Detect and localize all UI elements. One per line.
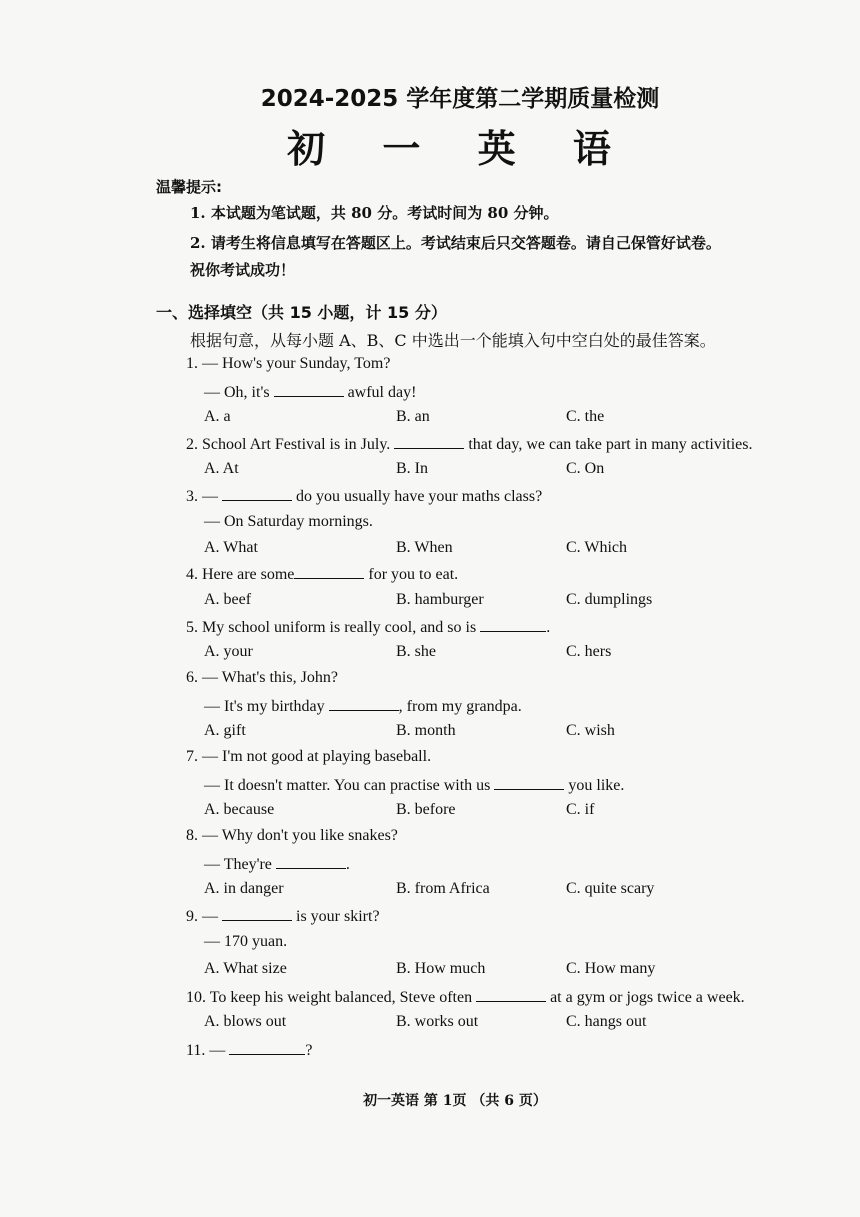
option-c: C. wish [566, 722, 615, 739]
section-instruction: 根据句意，从每小题 A、B、C 中选出一个能填入句中空白处的最佳答案。 [190, 331, 716, 350]
option-b: B. How much [396, 960, 486, 977]
question-6: 6. — What's this, John? [186, 669, 338, 686]
section-heading: 一、选择填空（共 15 小题，计 15 分） [156, 303, 447, 322]
option-c: C. How many [566, 960, 656, 977]
question-5: 5. My school uniform is really cool, and so is . [186, 619, 551, 636]
option-b: B. she [396, 643, 436, 660]
answer-blank[interactable] [394, 434, 464, 449]
tip-line-2: 2. 请考生将信息填写在答题区上。考试结束后只交答题卷。请自己保管好试卷。 [190, 234, 721, 252]
question-1: 1. — How's your Sunday, Tom? [186, 355, 391, 372]
option-a: A. gift [204, 722, 246, 739]
option-a: A. beef [204, 591, 252, 608]
answer-blank[interactable] [222, 486, 292, 501]
answer-blank[interactable] [274, 382, 344, 397]
option-c: C. quite scary [566, 880, 655, 897]
question-7-line-2: — It doesn't matter. You can practise with us you like. [204, 777, 625, 794]
answer-blank[interactable] [222, 906, 292, 921]
question-3-line-2: — On Saturday mornings. [204, 513, 373, 530]
option-b: B. In [396, 460, 428, 477]
option-c: C. hangs out [566, 1013, 647, 1030]
answer-blank[interactable] [494, 775, 564, 790]
option-c: C. dumplings [566, 591, 653, 608]
answer-blank[interactable] [476, 987, 546, 1002]
tips-heading: 温馨提示: [156, 178, 222, 196]
option-a: A. At [204, 460, 239, 477]
tip-line-1: 1. 本试题为笔试题，共 80 分。考试时间为 80 分钟。 [190, 204, 559, 222]
option-b: B. an [396, 408, 430, 425]
option-a: A. a [204, 408, 231, 425]
question-8: 8. — Why don't you like snakes? [186, 827, 398, 844]
option-c: C. if [566, 801, 595, 818]
answer-blank[interactable] [294, 564, 364, 579]
option-b: B. before [396, 801, 456, 818]
option-b: B. from Africa [396, 880, 490, 897]
option-b: B. When [396, 539, 453, 556]
option-a: A. What size [204, 960, 287, 977]
question-9: 9. — is your skirt? [186, 908, 380, 925]
subject-title: 初 一 英 语 [287, 127, 633, 171]
option-b: B. works out [396, 1013, 479, 1030]
question-2: 2. School Art Festival is in July. that day, we can take part in many activities. [186, 436, 753, 453]
question-3: 3. — do you usually have your maths class? [186, 488, 543, 505]
question-6-line-2: — It's my birthday , from my grandpa. [204, 698, 522, 715]
option-a: A. What [204, 539, 258, 556]
option-b: B. month [396, 722, 456, 739]
option-c: C. hers [566, 643, 612, 660]
question-7: 7. — I'm not good at playing baseball. [186, 748, 432, 765]
option-a: A. because [204, 801, 275, 818]
option-a: A. blows out [204, 1013, 287, 1030]
option-b: B. hamburger [396, 591, 484, 608]
question-10: 10. To keep his weight balanced, Steve often at a gym or jogs twice a week. [186, 989, 745, 1006]
question-11: 11. — ? [186, 1042, 313, 1059]
answer-blank[interactable] [229, 1040, 305, 1055]
question-9-line-2: — 170 yuan. [204, 933, 288, 950]
option-c: C. the [566, 408, 605, 425]
option-a: A. in danger [204, 880, 284, 897]
tip-line-3: 祝你考试成功！ [190, 261, 296, 279]
answer-blank[interactable] [276, 854, 346, 869]
option-c: C. On [566, 460, 605, 477]
question-8-line-2: — They're . [204, 856, 350, 873]
option-a: A. your [204, 643, 253, 660]
page-footer: 初一英语 第 1页 （共 6 页） [363, 1093, 547, 1109]
answer-blank[interactable] [329, 696, 399, 711]
option-c: C. Which [566, 539, 628, 556]
exam-title: 2024-2025 学年度第二学期质量检测 [260, 86, 660, 112]
question-1-line-2: — Oh, it's awful day! [204, 384, 417, 401]
question-4: 4. Here are some for you to eat. [186, 566, 459, 583]
answer-blank[interactable] [480, 617, 546, 632]
